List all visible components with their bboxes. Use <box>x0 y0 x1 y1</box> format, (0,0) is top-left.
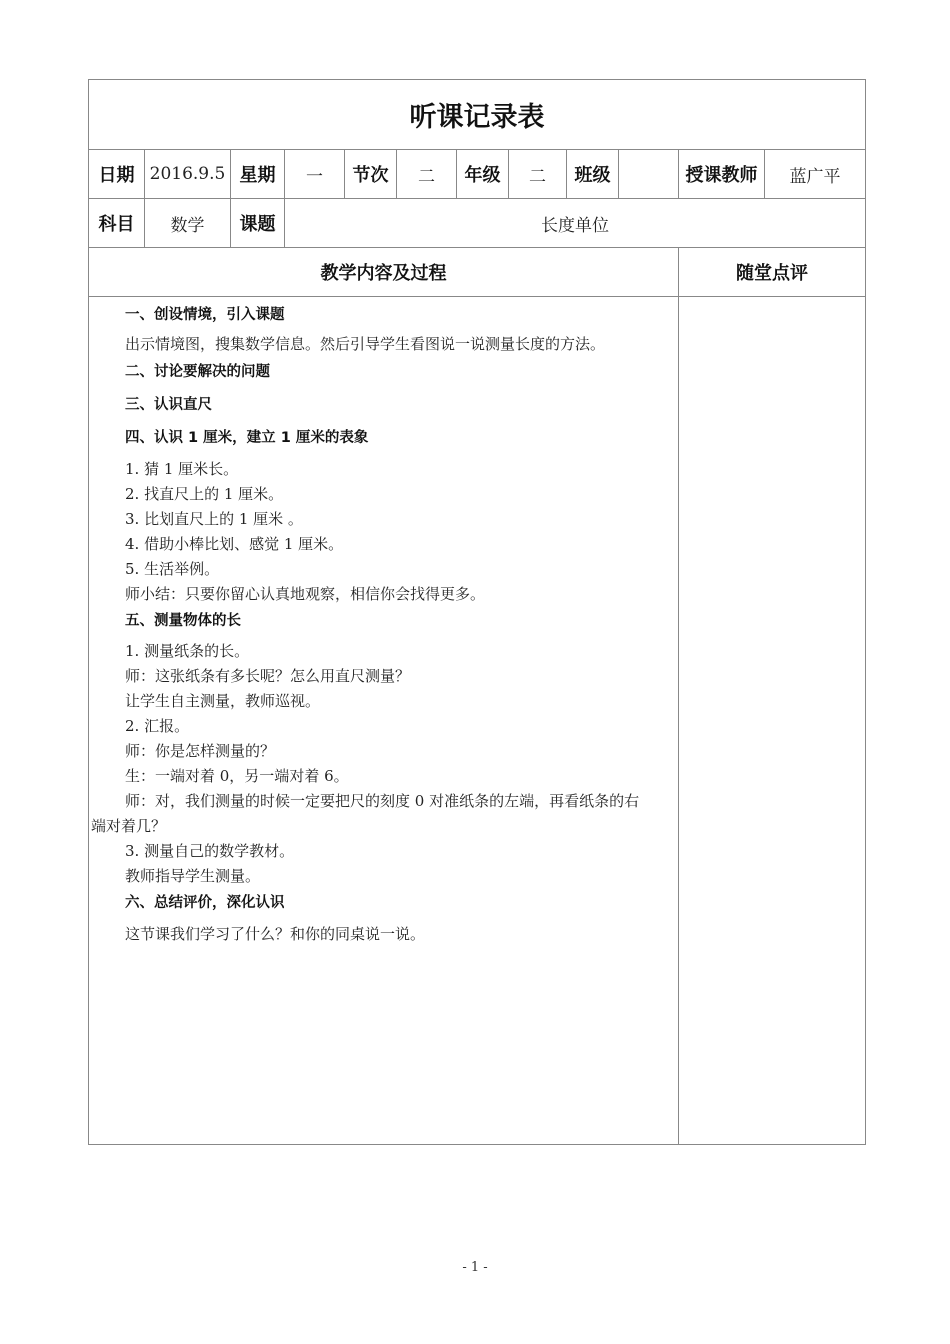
content-line: 师：对，我们测量的时候一定要把尺的刻度 0 对准纸条的左端，再看纸条的右 <box>125 792 640 810</box>
info-row-1 <box>88 149 866 199</box>
section-header-row <box>88 247 866 297</box>
teacher-label: 授课教师 <box>679 150 765 198</box>
content-line: 1. 测量纸条的长。 <box>125 642 250 660</box>
section-heading-2: 二、讨论要解决的问题 <box>125 364 270 380</box>
subject-value: 数学 <box>145 199 231 247</box>
grade-label: 年级 <box>457 150 509 198</box>
content-line: 出示情境图，搜集数学信息。然后引导学生看图说一说测量长度的方法。 <box>125 335 606 353</box>
date-value: 2016.9.5 <box>145 150 231 198</box>
comments-area <box>679 297 865 1144</box>
period-value: 二 <box>397 150 457 198</box>
content-line: 让学生自主测量，教师巡视。 <box>125 692 321 710</box>
topic-label: 课题 <box>231 199 285 247</box>
content-line: 1. 猜 1 厘米长。 <box>125 460 239 478</box>
title-row <box>88 79 866 150</box>
lesson-content <box>89 297 679 1144</box>
date-label: 日期 <box>89 150 145 198</box>
content-line: 师：这张纸条有多长呢？怎么用直尺测量？ <box>125 667 411 685</box>
weekday-value: 一 <box>285 150 345 198</box>
page-number: - 1 - <box>462 1260 488 1275</box>
content-line: 教师指导学生测量。 <box>125 867 261 885</box>
content-line: 这节课我们学习了什么？和你的同桌说一说。 <box>125 925 426 943</box>
class-label: 班级 <box>567 150 619 198</box>
period-label: 节次 <box>345 150 397 198</box>
content-row <box>88 296 866 1145</box>
teacher-value: 蓝广平 <box>789 166 841 187</box>
section-heading-1: 一、创设情境，引入课题 <box>125 307 285 323</box>
section-heading-5: 五、测量物体的长 <box>125 613 241 629</box>
content-line: 2. 找直尺上的 1 厘米。 <box>125 485 284 503</box>
content-line: 5. 生活举例。 <box>125 560 220 578</box>
section-heading-6: 六、总结评价，深化认识 <box>125 895 285 911</box>
content-line: 生：一端对着 0，另一端对着 6。 <box>125 767 349 785</box>
title-cell <box>89 80 865 149</box>
content-line: 师：你是怎样测量的？ <box>125 742 276 760</box>
grade-value: 二 <box>509 150 567 198</box>
content-line: 2. 汇报。 <box>125 717 190 735</box>
content-line: 3. 比划直尺上的 1 厘米 。 <box>125 510 303 528</box>
content-header: 教学内容及过程 <box>89 248 679 296</box>
content-line: 3. 测量自己的数学教材。 <box>125 842 295 860</box>
section-heading-3: 三、认识直尺 <box>125 397 212 413</box>
weekday-label: 星期 <box>231 150 285 198</box>
class-value <box>619 150 679 198</box>
content-line: 端对着几？ <box>91 817 167 835</box>
page-title: 听课记录表 <box>409 102 545 133</box>
info-row-2 <box>88 198 866 248</box>
subject-label: 科目 <box>89 199 145 247</box>
topic-value: 长度单位 <box>541 215 609 236</box>
content-line: 4. 借助小棒比划、感觉 1 厘米。 <box>125 535 344 553</box>
section-heading-4: 四、认识 1 厘米，建立 1 厘米的表象 <box>125 430 369 446</box>
content-line: 师小结：只要你留心认真地观察，相信你会找得更多。 <box>125 585 486 603</box>
comments-header: 随堂点评 <box>736 263 808 284</box>
